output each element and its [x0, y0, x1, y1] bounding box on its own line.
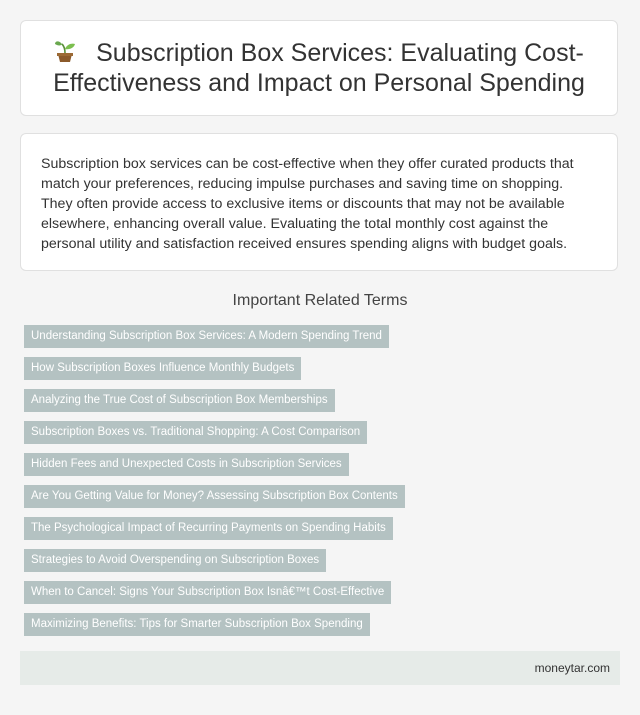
summary-card	[20, 133, 618, 271]
summary-text: Subscription box services can be cost-effective when they offer curated products that match your preferences, reducing impulse purchases and saving time on shopping. They often provide access to exclusive items or discounts that may not be available elsewhere, enhancing overall value. Evaluating the total monthly cost against the personal utility and satisfaction received ensures spending aligns with budget goals.	[41, 156, 574, 252]
list-item	[24, 581, 624, 604]
list-item	[24, 485, 624, 508]
related-term-link[interactable]: How Subscription Boxes Influence Monthly Budgets	[24, 357, 301, 380]
list-item	[24, 613, 624, 636]
list-item	[24, 453, 624, 476]
related-terms-list	[24, 325, 624, 645]
footer	[20, 651, 620, 685]
related-terms-heading: Important Related Terms	[232, 292, 408, 309]
title-card	[20, 20, 618, 116]
related-term-link[interactable]: Subscription Boxes vs. Traditional Shopping: A Cost Comparison	[24, 421, 367, 444]
list-item	[24, 421, 624, 444]
related-term-link[interactable]: Are You Getting Value for Money? Assessing Subscription Box Contents	[24, 485, 405, 508]
related-term-link[interactable]: Analyzing the True Cost of Subscription Box Memberships	[24, 389, 335, 412]
footer-site-name: moneytar.com	[534, 661, 610, 675]
related-term-link[interactable]: Understanding Subscription Box Services: A Modern Spending Trend	[24, 325, 389, 348]
page-title-text: Subscription Box Services: Evaluating Cost-Effectiveness and Impact on Personal Spending	[53, 39, 585, 97]
page-title	[49, 38, 589, 98]
related-term-link[interactable]: The Psychological Impact of Recurring Payments on Spending Habits	[24, 517, 393, 540]
list-item	[24, 357, 624, 380]
related-term-link[interactable]: Hidden Fees and Unexpected Costs in Subscription Services	[24, 453, 349, 476]
list-item	[24, 517, 624, 540]
list-item	[24, 389, 624, 412]
list-item	[24, 325, 624, 348]
related-term-link[interactable]: Maximizing Benefits: Tips for Smarter Subscription Box Spending	[24, 613, 370, 636]
list-item	[24, 549, 624, 572]
related-term-link[interactable]: When to Cancel: Signs Your Subscription Box Isnâ€™t Cost-Effective	[24, 581, 391, 604]
sprout-icon	[54, 38, 76, 64]
related-term-link[interactable]: Strategies to Avoid Overspending on Subscription Boxes	[24, 549, 326, 572]
